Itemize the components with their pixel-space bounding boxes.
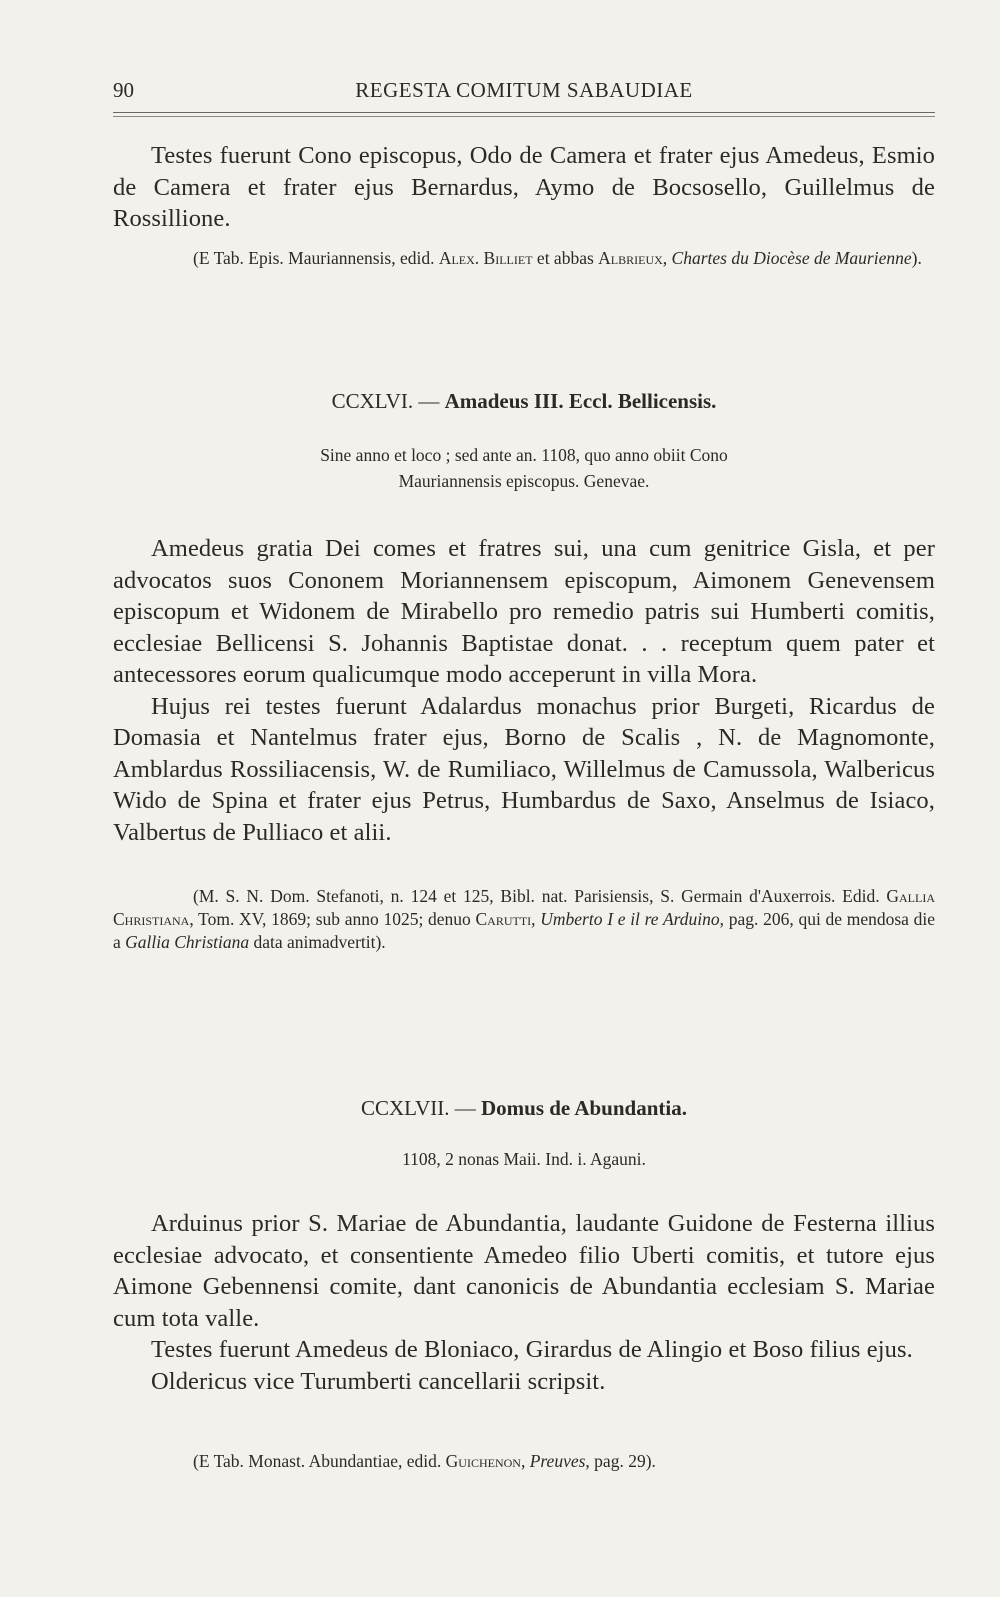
witness-paragraph: Testes fuerunt Cono episcopus, Odo de Camera et frater ejus Amedeus, Esmio de Camera et frater ejus Bernardus, Aymo de Bocsosello, Guillelmus de Rossillione. [113,142,935,232]
header-rule [113,112,935,113]
document-title: Amadeus III. Eccl. Bellicensis. [444,389,717,413]
document-246-heading [113,389,935,414]
document-number: CCXLVI. — [331,389,440,413]
document-247-heading [113,1096,935,1121]
witness-paragraph: Testes fuerunt Amedeus de Bloniaco, Girardus de Alingio et Boso filius ejus. [151,1336,913,1363]
page-number: 90 [113,78,134,102]
previous-document-tail [113,140,935,235]
scribe-paragraph: Oldericus vice Turumberti cancellarii scripsit. [151,1367,606,1395]
header-rule-thin [113,116,935,117]
document-title: Domus de Abundantia. [480,1096,687,1120]
document-247-text [113,1208,935,1397]
document-246-text [113,533,935,848]
document-number: CCXLVII. — [361,1096,476,1120]
document-247-dateline: 1108, 2 nonas Maii. Ind. i. Agauni. [402,1149,646,1169]
page-header [113,78,935,106]
source-note-246: (M. S. N. Dom. Stefanoti, n. 124 et 125, Bibl. nat. Parisiensis, S. Germain d'Auxerrois. Edid. Gallia Christiana, Tom. XV, 1869; sub anno 1025; denuo Carutti, Umberto I e il re Arduino, pag. 206, qui de mendosa die a Gallia Christiana data animadvertit). [113,886,936,952]
grant-paragraph: Amedeus gratia Dei comes et fratres sui, una cum genitrice Gisla, et per advocatos suos Cononem Moriannensem episcopum, Aimonem Genevensem episcopum et Widonem de Mirabello pro remedio patris sui Humberti comitis, ecclesiae Bellicensi S. Johannis Baptistae donat. . . receptum quem pater et antecessores eorum qualicumque modo acceperunt in villa Mora. [113,535,935,688]
source-note-previous: (E Tab. Epis. Mauriannensis, edid. Alex. Billiet et abbas Albrieux, Chartes du Diocèse de Maurienne). [193,248,922,268]
witness-paragraph: Hujus rei testes fuerunt Adalardus monachus prior Burgeti, Ricardus de Domasia et Nantelmus frater ejus, Borno de Scalis , N. de Magnomonte, Amblardus Rossiliacensis, W. de Rumiliaco, Willelmus de Camussola, Walbericus Wido de Spina et frater ejus Petrus, Humbardus de Saxo, Anselmus de Isiaco, Valbertus de Pulliaco et alii. [113,692,935,846]
source-note-247: (E Tab. Monast. Abundantiae, edid. Guichenon, Preuves, pag. 29). [193,1451,656,1471]
running-title: REGESTA COMITUM SABAUDIAE [355,78,693,102]
grant-paragraph: Arduinus prior S. Mariae de Abundantia, laudante Guidone de Festerna illius ecclesiae advocato, et consentiente Amedeo filio Uberti comitis, et tutore ejus Aimone Gebennensi comite, dant canonicis de Abundantia ecclesiam S. Mariae cum tota valle. [113,1210,935,1332]
document-246-dateline: Sine anno et loco ; sed ante an. 1108, quo anno obiit Cono Mauriannensis episcopus. Genevae. [320,445,728,491]
